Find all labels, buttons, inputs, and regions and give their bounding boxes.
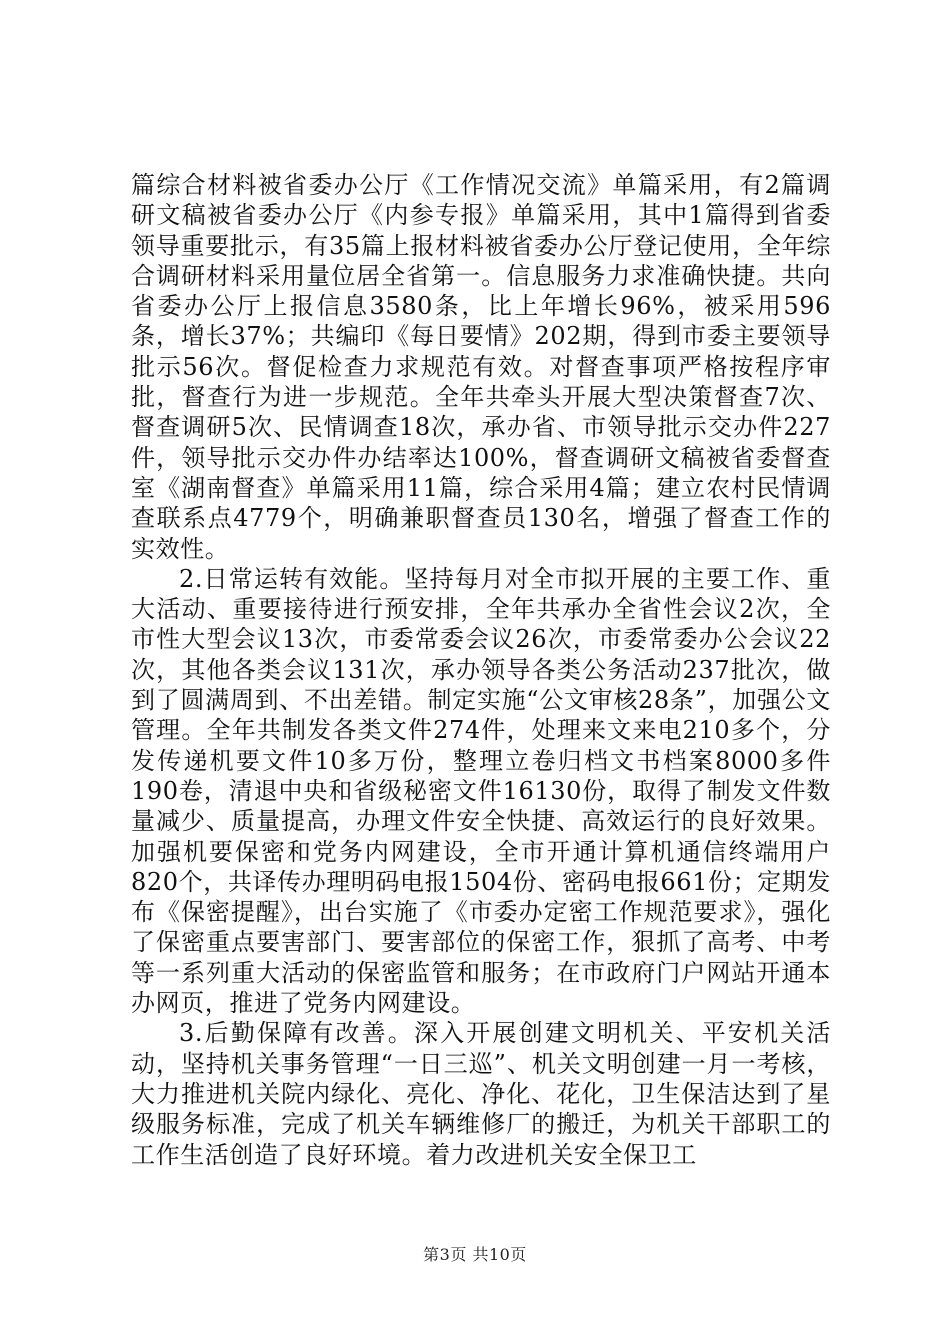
paragraph-logistics: 3.后勤保障有改善。深入开展创建文明机关、平安机关活动，坚持机关事务管理“一日三巡”、机关文明创建一月一考核，大力推进机关院内绿化、亮化、净化、花化，卫生保洁达到了星级服务标准，完成了机关车辆维修厂的搬迁，为机关干部职工的工作生活创造了良好环境。着力改进机关安全保卫工 [131, 1019, 831, 1169]
paragraph-daily-operations: 2.日常运转有效能。坚持每月对全市拟开展的主要工作、重大活动、重要接待进行预安排，全年共承办全省性会议2次，全市性大型会议13次，市委常委会议26次，市委常委办公会议22次，其他各类会议131次，承办领导各类公务活动237批次，做到了圆满周到、不出差错。制定实施“公文审核28条”，加强公文管理。全年共制发各类文件274件，处理来文来电210多个，分发传递机要文件10多万份，整理立卷归档文书档案8000多件190卷，清退中央和省级秘密文件16130份，取得了制发文件数量减少、质量提高，办理文件安全快捷、高效运行的良好效果。加强机要保密和党务内网建设，全市开通计算机通信终端用户820个，共译传办理明码电报1504份、密码电报661份；定期发布《保密提醒》，出台实施了《市委办定密工作规范要求》，强化了保密重点要害部门、要害部位的保密工作，狠抓了高考、中考等一系列重大活动的保密监管和服务；在市政府门户网站开通本办网页，推进了党务内网建设。 [131, 564, 831, 1018]
paragraph-continuation: 篇综合材料被省委办公厅《工作情况交流》单篇采用，有2篇调研文稿被省委办公厅《内参专报》单篇采用，其中1篇得到省委领导重要批示，有35篇上报材料被省委办公厅登记使用，全年综合调研材料采用量位居全省第一。信息服务力求准确快捷。共向省委办公厅上报信息3580条，比上年增长96%，被采用596条，增长37%；共编印《每日要情》202期，得到市委主要领导批示56次。督促检查力求规范有效。对督查事项严格按程序审批，督查行为进一步规范。全年共牵头开展大型决策督查7次、督查调研5次、民情调查18次，承办省、市领导批示交办件227件，领导批示交办件办结率达100%，督查调研文稿被省委督查室《湖南督查》单篇采用11篇，综合采用4篇；建立农村民情调查联系点4779个，明确兼职督查员130名，增强了督查工作的实效性。 [131, 171, 831, 563]
document-body [131, 170, 831, 1170]
page-footer: 第3页 共10页 [423, 1245, 527, 1264]
